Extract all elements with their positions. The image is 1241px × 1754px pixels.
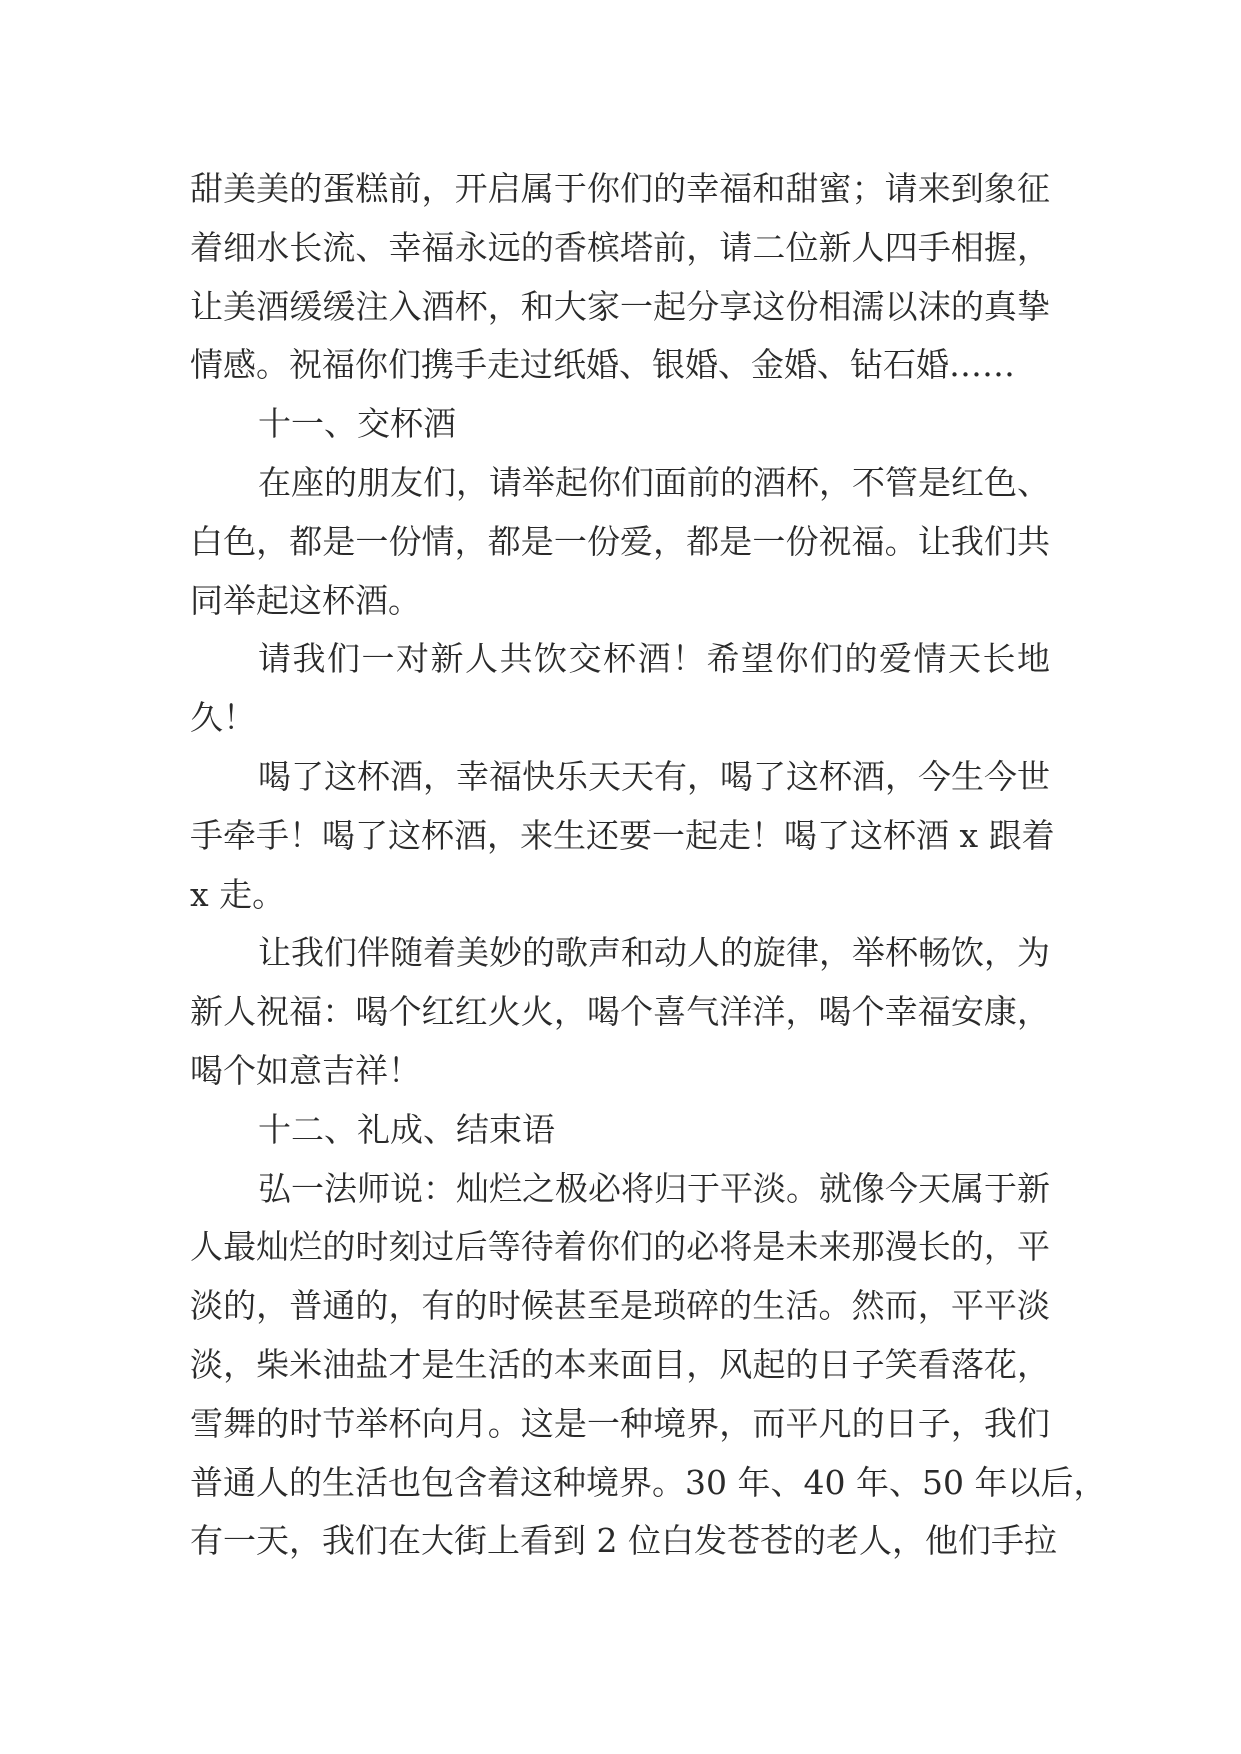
- paragraph-line: 弘一法师说：灿烂之极必将归于平淡。就像今天属于新: [258, 1168, 1050, 1208]
- paragraph-line: x 走。: [190, 874, 286, 914]
- paragraph-line: 喝个如意吉祥！: [190, 1050, 421, 1090]
- paragraph-line: 久！: [190, 698, 256, 738]
- document-body: [190, 160, 1107, 1571]
- paragraph-line: 让我们伴随着美妙的歌声和动人的旋律，举杯畅饮，为: [258, 933, 1050, 973]
- section-heading: 十一、交杯酒: [258, 404, 456, 444]
- paragraph-line: 让美酒缓缓注入酒杯，和大家一起分享这份相濡以沫的真挚: [190, 286, 1050, 326]
- paragraph-line: 甜美美的蛋糕前，开启属于你们的幸福和甜蜜；请来到象征: [190, 169, 1050, 208]
- paragraph-line: 手牵手！喝了这杯酒，来生还要一起走！喝了这杯酒 x 跟着: [190, 815, 1055, 855]
- paragraph-line: 请我们一对新人共饮交杯酒！希望你们的爱情天长地: [258, 639, 1050, 679]
- paragraph-line: 淡的，普通的，有的时候甚至是琐碎的生活。然而，平平淡: [190, 1286, 1050, 1326]
- paragraph-line: 在座的朋友们，请举起你们面前的酒杯，不管是红色、: [258, 462, 1050, 502]
- section-heading: 十二、礼成、结束语: [258, 1109, 555, 1149]
- paragraph-line: 喝了这杯酒，幸福快乐天天有，喝了这杯酒，今生今世: [258, 756, 1050, 796]
- paragraph-line: 人最灿烂的时刻过后等待着你们的必将是未来那漫长的，平: [190, 1227, 1050, 1267]
- paragraph-line: 有一天，我们在大街上看到 2 位白发苍苍的老人，他们手拉: [190, 1521, 1057, 1561]
- paragraph-line: 情感。祝福你们携手走过纸婚、银婚、金婚、钻石婚……: [190, 345, 1015, 385]
- paragraph-line: 白色，都是一份情，都是一份爱，都是一份祝福。让我们共: [190, 521, 1050, 561]
- paragraph-line: 淡，柴米油盐才是生活的本来面目，风起的日子笑看落花，: [190, 1344, 1050, 1384]
- paragraph-line: 同举起这杯酒。: [190, 580, 421, 620]
- paragraph-line: 着细水长流、幸福永远的香槟塔前，请二位新人四手相握，: [190, 227, 1050, 267]
- paragraph-line: 普通人的生活也包含着这种境界。30 年、40 年、50 年以后，: [190, 1462, 1107, 1502]
- paragraph-line: 雪舞的时节举杯向月。这是一种境界，而平凡的日子，我们: [190, 1403, 1050, 1443]
- paragraph-line: 新人祝福：喝个红红火火，喝个喜气洋洋，喝个幸福安康，: [190, 992, 1050, 1032]
